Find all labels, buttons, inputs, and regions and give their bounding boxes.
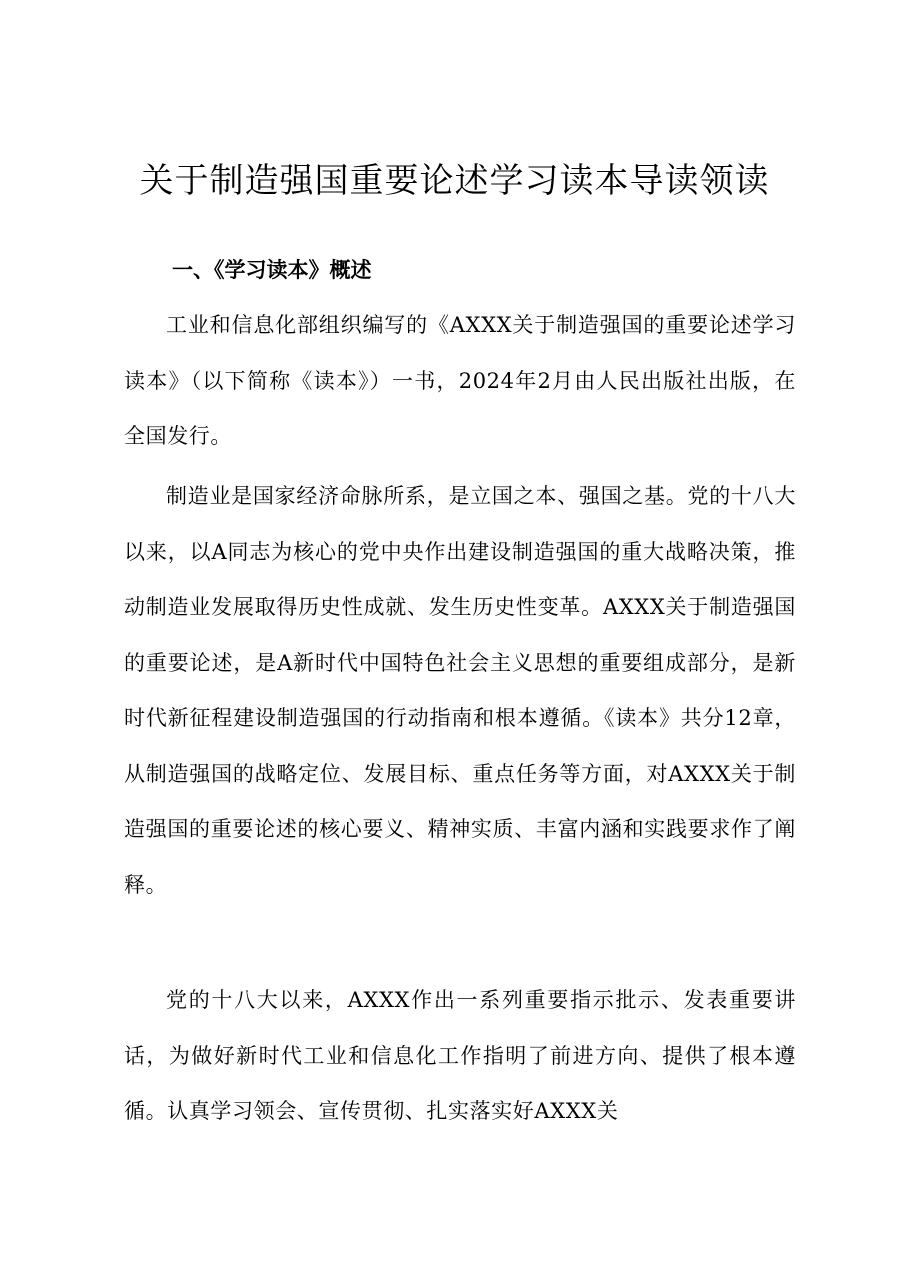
- section-heading: 一、《学习读本》概述: [172, 258, 372, 282]
- paragraph-intro: 工业和信息化部组织编写的《AXXX关于制造强国的重要论述学习读本》（以下简称《读本》）一书，2024年2月由人民出版社出版，在全国发行。: [124, 313, 796, 448]
- paragraph-manufacturing: 制造业是国家经济命脉所系，是立国之本、强国之基。党的十八大以来，以A同志为核心的党中央作出建设制造强国的重大战略决策，推动制造业发展取得历史性成就、发生历史性变革。AXXX关于制造强国的重要论述，是A新时代中国特色社会主义思想的重要组成部分，是新时代新征程建设制造强国的行动指南和根本遵循。《读本》共分12章，从制造强国的战略定位、发展目标、重点任务等方面，对AXXX关于制造强国的重要论述的核心要义、精神实质、丰富内涵和实践要求作了阐释。: [124, 484, 796, 897]
- document-title: 关于制造强国重要论述学习读本导读领读: [139, 161, 770, 201]
- paragraph-instructions: 党的十八大以来，AXXX作出一系列重要指示批示、发表重要讲话，为做好新时代工业和信息化工作指明了前进方向、提供了根本遵循。认真学习领会、宣传贯彻、扎实落实好AXXX关: [124, 988, 796, 1123]
